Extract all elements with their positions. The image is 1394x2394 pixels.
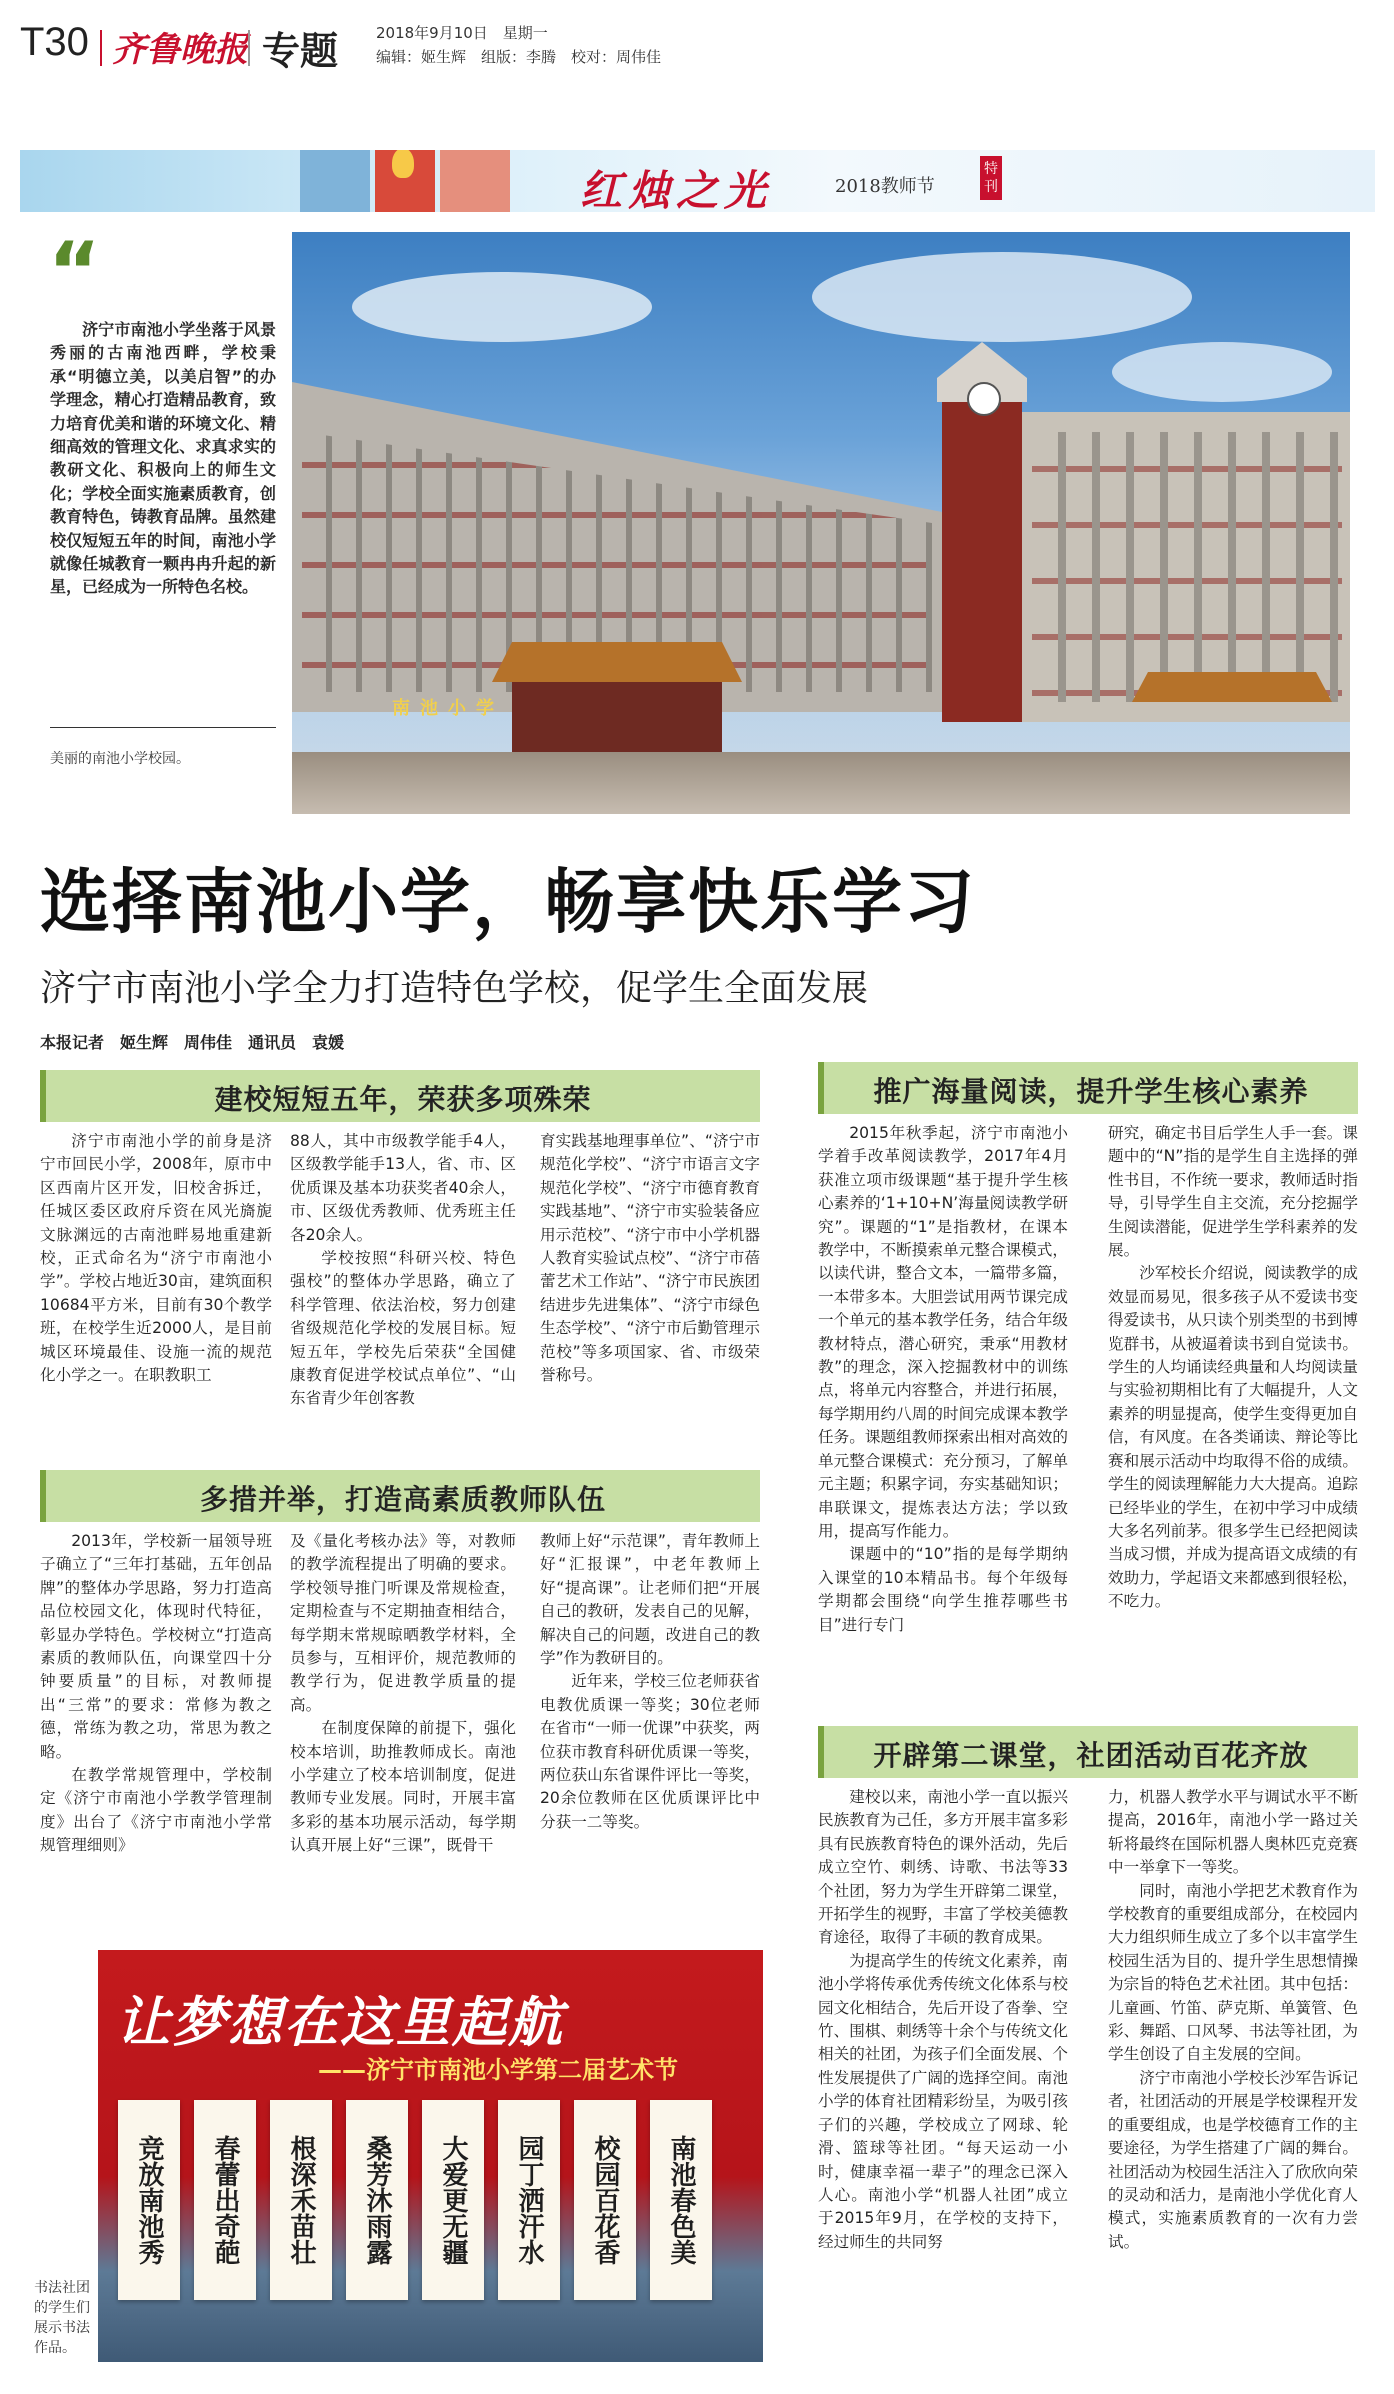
article-column — [290, 1530, 516, 1858]
article-column — [540, 1130, 760, 1387]
art-photo-caption: 书法社团的学生们展示书法作品。 — [34, 2280, 90, 2356]
paragraph: 沙军校长介绍说，阅读教学的成效显而易见，很多孩子从不爱读书变得爱读书，从只读个别类型的书到博览群书，从被逼着读书到自觉读书。学生的人均诵读经典量和人均阅读量与实验初期相比有了大幅提升，人文素养的明显提高，使学生变得更加自信，有风度。在各类诵读、辩论等比赛和展示活动中均取得不俗的成绩。学生的阅读理解能力大大提高。追踪已经毕业的学生，在初中学习中成绩大多名列前茅。很多学生已经把阅读当成习惯，并成为提高语文成绩的有效助力，学起语文来都感到很轻松，不吃力。 — [1108, 1264, 1358, 1611]
paragraph: 在教学常规管理中，学校制定《济宁市南池小学教学管理制度》出台了《济宁市南池小学常规管理细则》 — [40, 1766, 272, 1855]
article-column — [540, 1530, 760, 1834]
headline: 选择南池小学，畅享快乐学习 — [40, 861, 976, 943]
article-column — [1108, 1122, 1358, 1614]
candle-flame — [392, 150, 414, 178]
section-title: 建校短短五年，荣获多项殊荣 — [214, 1083, 592, 1116]
paragraph: 力，机器人教学水平与调试水平不断提高，2016年，南池小学一路过关斩将最终在国际机器人奥林匹克竞赛中一举拿下一等奖。 — [1108, 1788, 1358, 1877]
paragraph: 建校以来，南池小学一直以振兴民族教育为己任，多方开展丰富多彩具有民族教育特色的课外活动，先后成立空竹、刺绣、诗歌、书法等33个社团，努力为学生开辟第二课堂，开拓学生的视野，丰富了学校美德教育途径，取得了丰硕的教育成果。 — [818, 1788, 1068, 1947]
stage-banner-subtitle: ——济宁市南池小学第二届艺术节 — [318, 2056, 678, 2084]
ground — [292, 752, 1350, 814]
banner-subtitle: 2018教师节 — [835, 176, 935, 197]
paragraph: 课题中的“10”指的是每学期纳入课堂的10本精品书。每个年级每学期都会围绕“向学生推荐哪些书目”进行专门 — [818, 1545, 1068, 1634]
cloud — [1112, 342, 1332, 402]
entrance-roof — [492, 642, 742, 682]
candle-right — [440, 150, 510, 212]
article-column — [290, 1130, 516, 1411]
paragraph: 及《量化考核办法》等，对教师的教学流程提出了明确的要求。学校领导推门听课及常规检查，定期检查与不定期抽查相结合，每学期末常规晾晒教学材料，全员参与，互相评价，规范教师的教学行为，促进教学质量的提高。 — [290, 1532, 516, 1714]
paragraph: 济宁市南池小学校长沙军告诉记者，社团活动的开展是学校课程开发的重要组成，也是学校德育工作的主要途径，为学生搭建了广阔的舞台。社团活动为校园生活注入了欣欣向荣的灵动和活力，是南池小学优化育人模式，实施素质教育的一次有力尝试。 — [1108, 2068, 1358, 2251]
paragraph: 研究，确定书目后学生人手一套。课题中的“N”指的是学生自主选择的弹性书目，不作统一要求，教师适时指导，引导学生自主交流，充分挖掘学生阅读潜能，促进学生学科素养的发展。 — [1108, 1124, 1358, 1260]
intro-rule — [50, 727, 276, 728]
section-title: 开辟第二课堂，社团活动百花齐放 — [873, 1739, 1309, 1772]
section-title: 多措并举，打造高素质教师队伍 — [199, 1483, 606, 1516]
calligraphy-scroll: 桑芳沐雨露 — [346, 2100, 408, 2300]
calligraphy-scroll: 根深禾苗壮 — [270, 2100, 332, 2300]
section-title-bar — [818, 1726, 1358, 1778]
campus-photo — [292, 232, 1350, 814]
masthead-divider — [100, 30, 102, 66]
page-number: T30 — [20, 20, 89, 64]
special-banner — [20, 150, 1375, 212]
section-title-bar — [40, 1470, 760, 1522]
article-column — [1108, 1786, 1358, 2254]
banner-title: 红烛之光 — [580, 166, 773, 212]
calligraphy-scroll: 春蕾出奇葩 — [194, 2100, 256, 2300]
paragraph: 88人，其中市级教学能手4人，区级教学能手13人，省、市、区优质课及基本功获奖者40余人，市、区级优秀教师、优秀班主任各20余人。 — [290, 1132, 516, 1244]
paragraph: 2013年，学校新一届领导班子确立了“三年打基础，五年创品牌”的整体办学思路，努力打造高品位校园文化，体现时代特征，彰显办学特色。学校树立“打造高素质的教师队伍，向课堂四十分钟要质量”的目标，对教师提出“三常”的要求：常修为教之德，常练为教之功，常思为教之略。 — [40, 1532, 272, 1761]
paragraph: 近年来，学校三位老师获省电教优质课一等奖；30位老师在省市“一师一优课”中获奖，两位获市教育科研优质课一等奖，两位获山东省课件评比一等奖，20余位教师在区优质课评比中分获一二等奖。 — [540, 1672, 760, 1831]
right-building-windows — [1032, 432, 1342, 702]
banner-tag: 特刊 — [980, 156, 1002, 200]
byline: 本报记者 姬生辉 周伟佳 通讯员 袁媛 — [40, 1033, 345, 1052]
candle-left — [300, 150, 370, 212]
article-column — [818, 1786, 1068, 2254]
calligraphy-scroll: 竞放南池秀 — [118, 2100, 180, 2300]
stage-banner-text: 让梦想在这里起航 — [116, 1991, 564, 2054]
scroll-row — [118, 2100, 748, 2310]
cloud — [352, 272, 652, 342]
school-sign: 南池小学 — [392, 698, 504, 719]
paragraph: 在制度保障的前提下，强化校本培训，助推教师成长。南池小学建立了校本培训制度，促进教师专业发展。同时，开展丰富多彩的基本功展示活动，每学期认真开展上好“三课”，既骨干 — [290, 1719, 516, 1855]
masthead — [0, 0, 1394, 80]
calligraphy-scroll: 南池春色美 — [650, 2100, 712, 2300]
campus-photo-caption: 美丽的南池小学校园。 — [50, 751, 190, 767]
issue-date: 2018年9月10日 星期一 — [376, 24, 548, 42]
entrance — [512, 682, 722, 752]
section-title-bar — [40, 1070, 760, 1122]
section-title: 推广海量阅读，提升学生核心素养 — [873, 1075, 1309, 1108]
masthead-divider-2 — [248, 30, 250, 66]
calligraphy-scroll: 大爱更无疆 — [422, 2100, 484, 2300]
cloud — [812, 252, 1192, 342]
section-title-bar — [818, 1062, 1358, 1114]
clock-tower — [942, 392, 1022, 722]
side-pavilion — [1132, 672, 1332, 702]
article-column — [40, 1130, 272, 1387]
editor-credits: 编辑：姬生辉 组版：李腾 校对：周伟佳 — [376, 48, 662, 66]
article-column — [40, 1530, 272, 1858]
paper-name: 齐鲁晚报 — [112, 30, 248, 70]
paragraph: 教师上好“示范课”，青年教师上好“汇报课”，中老年教师上好“提高课”。让老师们把“开展自己的教研，发表自己的见解，解决自己的问题，改进自己的教学”作为教研目的。 — [540, 1532, 760, 1668]
intro-text: 济宁市南池小学坐落于风景秀丽的古南池西畔，学校秉承“明德立美，以美启智”的办学理念，精心打造精品教育，致力培育优美和谐的环境文化、精细高效的管理文化、求真求实的教研文化、积极向上的师生文化；学校全面实施素质教育，创教育特色，铸教育品牌。虽然建校仅短短五年的时间，南池小学就像任城教育一颗冉冉升起的新星，已经成为一所特色名校。 — [50, 320, 276, 597]
paragraph: 济宁市南池小学的前身是济宁市回民小学，2008年，原市中区西南片区开发，旧校舍拆迁，任城区委区政府斥资在风光旖旎文脉渊远的古南池畔易地重建新校，正式命名为“济宁市南池小学”。学校占地近30亩，建筑面积10684平方米，目前有30个教学班，在校学生近2000人，是目前城区环境最佳、设施一流的规范化小学之一。在职教职工 — [40, 1132, 272, 1385]
art-festival-photo — [98, 1950, 763, 2362]
paragraph: 2015年秋季起，济宁市南池小学着手改革阅读教学，2017年4月获准立项市级课题“基于提升学生核心素养的‘1+10+N’海量阅读教学研究”。课题的“1”是指教材，在课本教学中，不断摸索单元整合课模式，以读代讲，整合文本，一篇带多篇，一本带多本。大胆尝试用两节课完成一个单元的基本教学任务，结合年级教材特点，潜心研究，秉承“用教材教”的理念，深入挖掘教材中的训练点，将单元内容整合，并进行拓展，每学期用约八周的时间完成课本教学任务。课题组教师探索出相对高效的单元整合课模式：充分预习，了解单元主题；积累字词，夯实基础知识；串联课文，提炼表达方法；学以致用，提高写作能力。 — [818, 1124, 1068, 1540]
paragraph: 同时，南池小学把艺术教育作为学校教育的重要组成部分，在校园内大力组织师生成立了多个以丰富学生校园生活为目的、提升学生思想情操为宗旨的特色艺术社团。其中包括：儿童画、竹笛、萨克斯、单簧管、色彩、舞蹈、口风琴、书法等社团，为学生创设了自主发展的空间。 — [1108, 1881, 1358, 2064]
calligraphy-scroll: 园丁洒汗水 — [498, 2100, 560, 2300]
article-column — [818, 1122, 1068, 1637]
paragraph: 育实践基地理事单位”、“济宁市规范化学校”、“济宁市语言文字规范化学校”、“济宁市德育教育实践基地”、“济宁市实验装备应用示范校”、“济宁市中小学机器人教育实验试点校”、“济宁市蓓蕾艺术工作站”、“济宁市民族团结进步先进集体”、“济宁市绿色生态学校”、“济宁市后勤管理示范校”等多项国家、省、市级荣誉称号。 — [540, 1132, 760, 1385]
clock-face — [967, 382, 1001, 416]
section-name: 专题 — [262, 29, 339, 73]
paragraph: 学校按照“科研兴校、特色强校”的整体办学思路，确立了科学管理、依法治校，努力创建省级规范化学校的发展目标。短短五年，学校先后荣获“全国健康教育促进学校试点单位”、“山东省青少年创客教 — [290, 1249, 516, 1408]
intro-quote-mark: “ — [48, 225, 101, 318]
paragraph: 为提高学生的传统文化素养，南池小学将传承优秀传统文化体系与校园文化相结合，先后开设了沓拳、空竹、围棋、刺绣等十余个与传统文化相关的社团，为孩子们全面发展、个性发展提供了广阔的选择空间。南池小学的体育社团精彩纷呈，为吸引孩子们的兴趣，学校成立了网球、轮滑、篮球等社团。“每天运动一小时，健康幸福一辈子”的理念已深入人心。南池小学“机器人社团”成立于2015年9月，在学校的支持下，经过师生的共同努 — [818, 1951, 1068, 2251]
subheadline: 济宁市南池小学全力打造特色学校，促学生全面发展 — [40, 968, 869, 1009]
calligraphy-scroll: 校园百花香 — [574, 2100, 636, 2300]
